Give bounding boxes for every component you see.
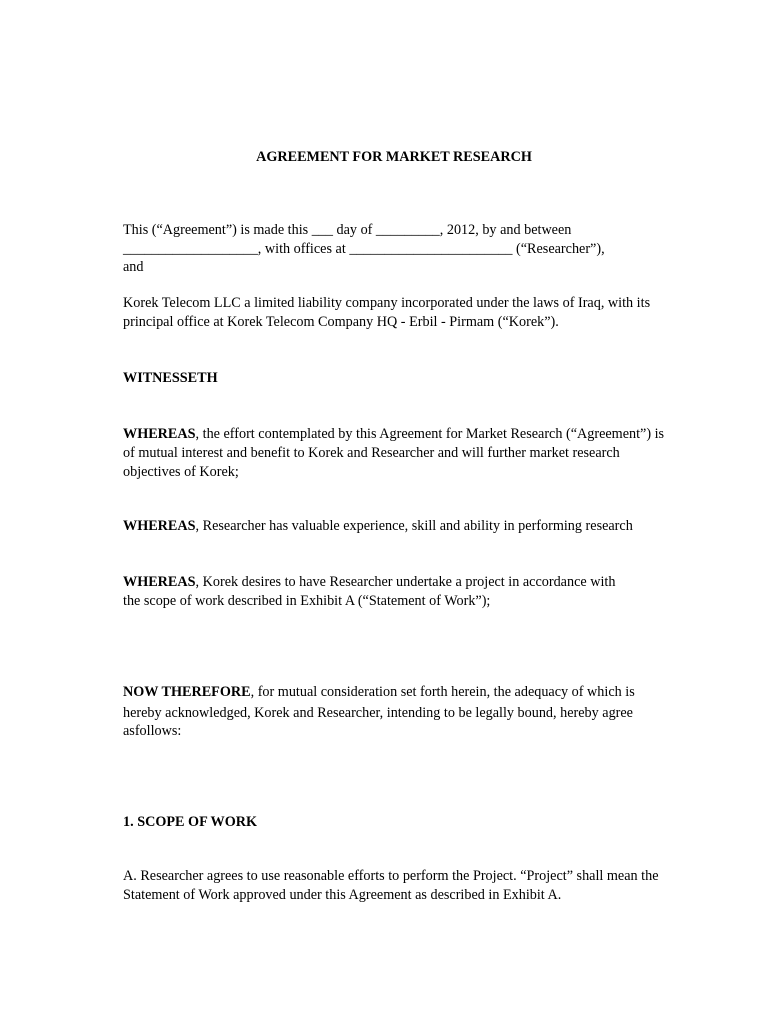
whereas-1-text: , the effort contemplated by this Agreement for Market Research (“Agreement”) is [195, 426, 665, 442]
document-title: AGREEMENT FOR MARKET RESEARCH [256, 149, 532, 165]
whereas-3-line-1 [123, 573, 615, 592]
whereas-3-text: , Korek desires to have Researcher undertake a project in accordance with [195, 574, 616, 590]
section-1-line-2: Statement of Work approved under this Agreement as described in Exhibit A. [123, 887, 562, 903]
now-therefore-line-1 [123, 683, 635, 702]
whereas-1-line-1 [123, 425, 664, 444]
whereas-2-keyword: WHEREAS [123, 518, 196, 534]
party-line-1: Korek Telecom LLC a limited liability company incorporated under the laws of Iraq, with its [123, 295, 651, 311]
whereas-2-line-1 [123, 517, 633, 536]
now-therefore-keyword: NOW THEREFORE [123, 684, 251, 700]
now-therefore-line-3: asfollows: [123, 723, 182, 739]
party-line-2: principal office at Korek Telecom Company HQ - Erbil - Pirmam (“Korek”). [123, 314, 559, 330]
intro-line-3: and [123, 259, 144, 275]
section-1-heading: 1. SCOPE OF WORK [123, 814, 258, 830]
intro-line-2: ___________________, with offices at _______________________ (“Researcher”), [123, 241, 605, 257]
now-therefore-text: , for mutual consideration set forth herein, the adequacy of which is [250, 684, 635, 700]
now-therefore-line-2: hereby acknowledged, Korek and Researcher, intending to be legally bound, hereby agree [123, 705, 633, 721]
whereas-3-keyword: WHEREAS [123, 574, 196, 590]
whereas-3-line-2: the scope of work described in Exhibit A (“Statement of Work”); [123, 593, 491, 609]
whereas-1-keyword: WHEREAS [123, 426, 196, 442]
whereas-2-text: , Researcher has valuable experience, skill and ability in performing research [195, 518, 633, 534]
whereas-1-line-3: objectives of Korek; [123, 464, 239, 480]
whereas-1-line-2: of mutual interest and benefit to Korek and Researcher and will further market research [123, 445, 620, 461]
witnesseth-heading: WITNESSETH [123, 370, 218, 386]
intro-line-1: This (“Agreement”) is made this ___ day of _________, 2012, by and between [123, 222, 572, 238]
section-1-line-1: A. Researcher agrees to use reasonable efforts to perform the Project. “Project” shall mean the [123, 868, 659, 884]
